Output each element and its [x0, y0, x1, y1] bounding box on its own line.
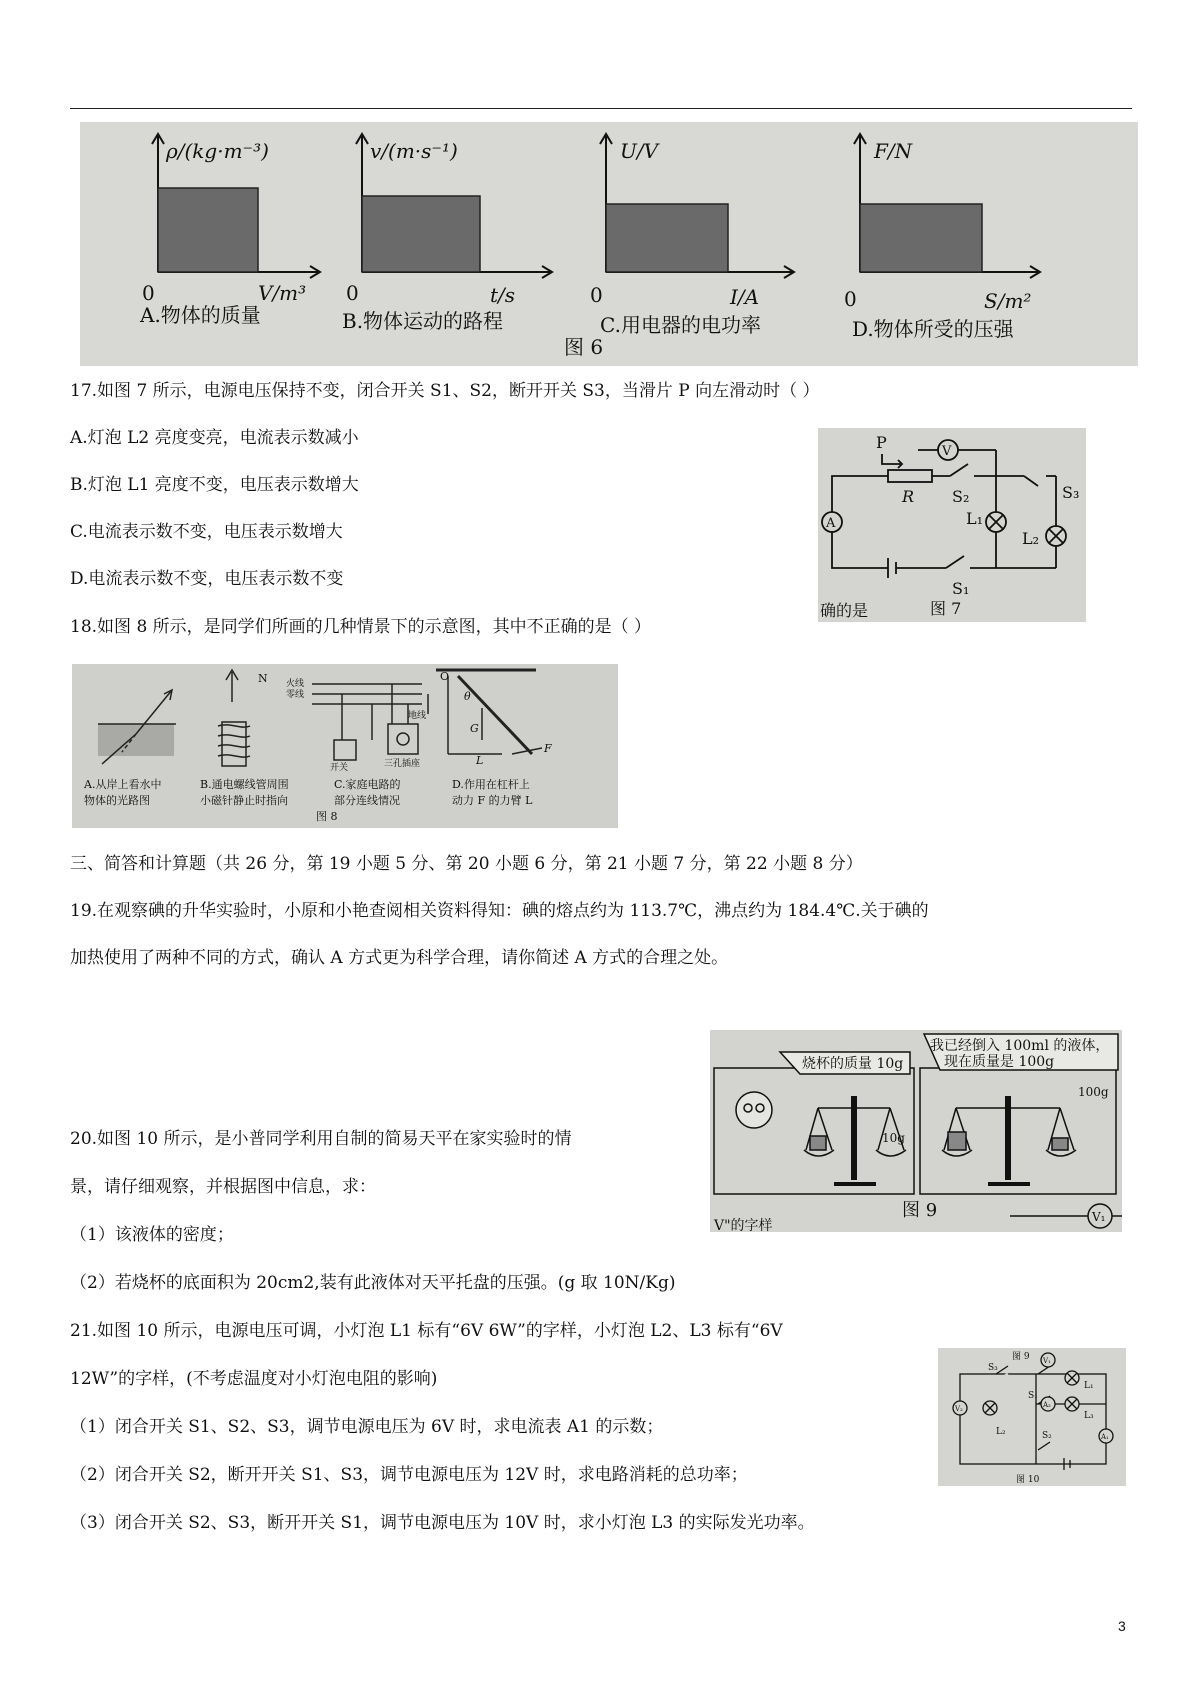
fig7-label-s1: S₁ [952, 579, 970, 598]
fig8-caption-d2: 动力 F 的力臂 L [452, 794, 533, 807]
figure-8 [72, 664, 618, 828]
q20-line2: 景，请仔细观察，并根据图中信息，求： [70, 1177, 376, 1197]
fig8-label-g: G [470, 722, 479, 735]
fig6-bar-b [362, 196, 480, 272]
fig6-xlabel-c: I/A [730, 285, 760, 309]
fig8-caption-b1: B.通电螺线管周围 [200, 778, 289, 791]
fig8-caption-a1: A.从岸上看水中 [84, 778, 162, 791]
fig6-caption-a: A.物体的质量 [140, 303, 261, 327]
fig8-label-theta: θ [464, 690, 471, 703]
fig10-label-l1: L₁ [1084, 1381, 1094, 1391]
fig8-caption-b2: 小磁针静止时指向 [200, 794, 288, 807]
page-number: 3 [1118, 1618, 1126, 1634]
fig6-ylabel-a: ρ/(kg·m⁻³) [166, 139, 269, 163]
fig10-label-v1: V₁ [1043, 1357, 1051, 1365]
fig7-label-s2: S₂ [952, 487, 970, 506]
fig10-title: 图 10 [1016, 1475, 1040, 1485]
fig10-label-l2: L₂ [996, 1427, 1006, 1437]
fig9-meter: V₁ [1092, 1210, 1106, 1224]
fig7-label-v: V [942, 444, 952, 459]
fig6-title: 图 6 [564, 335, 604, 359]
q17-option-c: C.电流表示数不变，电压表示数增大 [70, 522, 343, 542]
fig6-origin-a: 0 [142, 281, 155, 305]
fig8-label-o: O [440, 670, 450, 683]
q21-line1: 21.如图 10 所示，电源电压可调，小灯泡 L1 标有“6V 6W”的字样，小灯泡 L2、L3 标有“6V [70, 1321, 783, 1341]
q20-line1: 20.如图 10 所示，是小普同学利用自制的简易天平在家实验时的情 [70, 1129, 572, 1149]
fig10-top: 图 9 [1012, 1352, 1030, 1362]
fig8-label-zero: 零线 [286, 690, 305, 700]
fig8-caption-c2: 部分连线情况 [334, 794, 400, 807]
q21-line2: 12W”的字样，(不考虑温度对小灯泡电阻的影响) [70, 1369, 438, 1389]
figure-6 [80, 122, 1138, 366]
fig9-fragment: V"的字样 [714, 1218, 773, 1232]
fig6-caption-d: D.物体所受的压强 [852, 317, 1014, 341]
fig7-label-l1: L₁ [966, 509, 984, 528]
fig8-label-socket: 三孔插座 [384, 759, 421, 769]
fig7-label-s3: S₃ [1062, 483, 1080, 502]
q20-sub2: （2）若烧杯的底面积为 20cm2,装有此液体对天平托盘的压强。(g 取 10N/Kg) [70, 1273, 676, 1293]
fig6-ylabel-b: v/(m·s⁻¹) [370, 139, 458, 163]
fig8-caption-c1: C.家庭电路的 [334, 778, 401, 791]
fig8-caption-a2: 物体的光路图 [84, 794, 150, 807]
q21-sub3: （3）闭合开关 S2、S3，断开开关 S1，调节电源电压为 10V 时，求小灯泡 L3 的实际发光功率。 [70, 1513, 815, 1533]
fig9-weight-1: 10g [882, 1131, 905, 1145]
fig10-label-v2: V₂ [955, 1405, 963, 1413]
fig9-bubble-2a: 我已经倒入 100ml 的液体， [930, 1038, 1110, 1054]
figure-7 [818, 428, 1086, 622]
fig7-fragment: 确的是 [820, 601, 869, 620]
q18-stem: 18.如图 8 所示，是同学们所画的几种情景下的示意图，其中不正确的是（ ） [70, 617, 652, 637]
fig6-caption-b: B.物体运动的路程 [342, 309, 504, 333]
fig6-bar-d [860, 204, 982, 272]
fig10-label-l3: L₃ [1084, 1411, 1094, 1421]
fig9-bubble-1: 烧杯的质量 10g [802, 1056, 904, 1072]
fig6-xlabel-b: t/s [490, 283, 516, 307]
fig6-bar-c [606, 204, 728, 272]
fig7-label-a: A [826, 516, 836, 531]
fig7-label-r: R [902, 487, 915, 506]
fig6-origin-b: 0 [346, 281, 359, 305]
q21-sub2: （2）闭合开关 S2，断开开关 S1、S3，调节电源电压为 12V 时，求电路消耗的总功率； [70, 1465, 748, 1485]
fig6-caption-c: C.用电器的电功率 [600, 313, 761, 337]
fig8-caption-d1: D.作用在杠杆上 [452, 778, 530, 791]
fig6-xlabel-d: S/m² [984, 289, 1032, 313]
fig6-origin-c: 0 [590, 283, 603, 307]
fig8-label-switch: 开关 [330, 763, 349, 773]
fig6-bar-a [158, 188, 258, 272]
q19-line1: 19.在观察碘的升华实验时，小原和小艳查阅相关资料得知：碘的熔点约为 113.7℃，沸点约为 184.4℃.关于碘的 [70, 901, 929, 921]
fig8-label-l: L [476, 754, 484, 767]
fig6-ylabel-c: U/V [620, 139, 659, 163]
q17-option-a: A.灯泡 L2 亮度变亮，电流表示数减小 [70, 428, 359, 448]
q17-option-b: B.灯泡 L1 亮度不变，电压表示数增大 [70, 475, 359, 495]
figure-10 [938, 1348, 1126, 1486]
fig7-label-p: P [876, 433, 887, 452]
fig8-title: 图 8 [316, 810, 338, 823]
header-rule [70, 108, 1132, 109]
section-3-heading: 三、简答和计算题（共 26 分，第 19 小题 5 分、第 20 小题 6 分，第 21 小题 7 分，第 22 小题 8 分） [70, 854, 863, 874]
fig8-label-fire: 火线 [286, 679, 305, 689]
q17-stem: 17.如图 7 所示，电源电压保持不变，闭合开关 S1、S2，断开开关 S3，当滑片 P 向左滑动时（ ） [70, 381, 820, 401]
fig10-label-s1: S₁ [1028, 1391, 1038, 1401]
fig10-label-a1: A₁ [1101, 1433, 1109, 1441]
fig8-label-f: F [544, 742, 552, 755]
fig9-bubble-2b: 现在质量是 100g [944, 1054, 1055, 1070]
fig10-label-a2: A₂ [1043, 1401, 1051, 1409]
q19-line2: 加热使用了两种不同的方式，确认 A 方式更为科学合理，请你简述 A 方式的合理之处。 [70, 948, 729, 968]
fig6-xlabel-a: V/m³ [258, 281, 307, 305]
fig8-label-n: N [258, 672, 268, 685]
fig10-label-s3: S₃ [988, 1363, 998, 1373]
fig8-label-ground: 地线 [408, 711, 427, 721]
fig9-weight-2: 100g [1078, 1085, 1109, 1099]
fig6-origin-d: 0 [844, 287, 857, 311]
fig7-title: 图 7 [930, 599, 962, 618]
q20-sub1: （1）该液体的密度； [70, 1225, 234, 1245]
q17-option-d: D.电流表示数不变，电压表示数不变 [70, 569, 344, 589]
fig6-ylabel-d: F/N [874, 139, 913, 163]
figure-9 [710, 1030, 1122, 1232]
fig7-label-l2: L₂ [1022, 529, 1040, 548]
fig9-title: 图 9 [902, 1200, 938, 1221]
fig10-label-s2: S₂ [1042, 1431, 1052, 1441]
q21-sub1: （1）闭合开关 S1、S2、S3，调节电源电压为 6V 时，求电流表 A1 的示数； [70, 1417, 664, 1437]
